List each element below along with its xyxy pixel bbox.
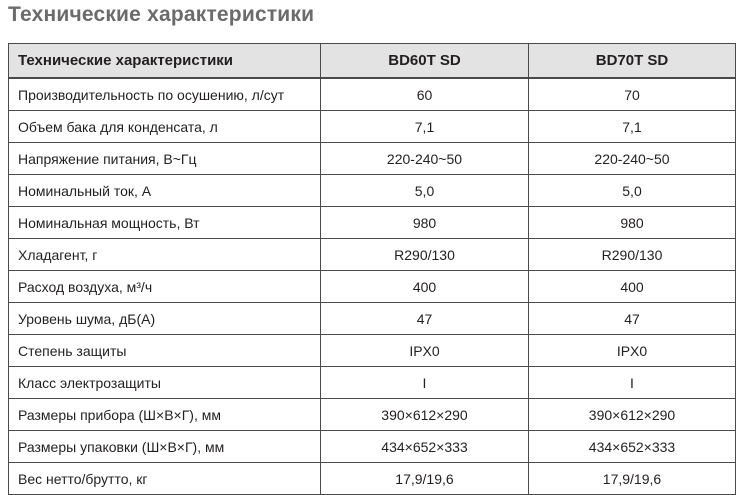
row-value-bd60t: 47 (321, 303, 529, 335)
table-row (9, 431, 736, 463)
row-value-bd70t: 70 (529, 78, 736, 111)
row-value-bd60t: 390×612×290 (321, 399, 529, 431)
row-value-bd60t: 980 (321, 207, 529, 239)
row-param: Напряжение питания, В~Гц (9, 143, 321, 175)
row-value-bd70t: 7,1 (529, 111, 736, 143)
header-row (9, 44, 736, 79)
row-value-bd70t: 980 (529, 207, 736, 239)
row-value-bd60t: 17,9/19,6 (321, 463, 529, 495)
row-value-bd70t: 400 (529, 271, 736, 303)
row-param: Расход воздуха, м³/ч (9, 271, 321, 303)
table-row (9, 111, 736, 143)
row-param: Уровень шума, дБ(А) (9, 303, 321, 335)
row-param: Класс электрозащиты (9, 367, 321, 399)
row-param: Номинальный ток, А (9, 175, 321, 207)
header-model-bd70t: BD70T SD (529, 44, 736, 79)
row-value-bd70t: 5,0 (529, 175, 736, 207)
row-value-bd60t: 434×652×333 (321, 431, 529, 463)
row-value-bd60t: R290/130 (321, 239, 529, 271)
row-param: Размеры прибора (Ш×В×Г), мм (9, 399, 321, 431)
row-value-bd70t: 390×612×290 (529, 399, 736, 431)
row-param: Хладагент, г (9, 239, 321, 271)
row-value-bd60t: 60 (321, 78, 529, 111)
row-value-bd60t: 5,0 (321, 175, 529, 207)
row-value-bd70t: 47 (529, 303, 736, 335)
header-model-bd60t: BD60T SD (321, 44, 529, 79)
table-row (9, 335, 736, 367)
table-row (9, 367, 736, 399)
spec-table-header (9, 44, 736, 79)
row-param: Размеры упаковки (Ш×В×Г), мм (9, 431, 321, 463)
row-value-bd60t: 400 (321, 271, 529, 303)
row-value-bd60t: IPX0 (321, 335, 529, 367)
table-row (9, 303, 736, 335)
table-row (9, 207, 736, 239)
row-value-bd70t: IPX0 (529, 335, 736, 367)
table-row (9, 175, 736, 207)
row-value-bd60t: I (321, 367, 529, 399)
row-value-bd70t: 220-240~50 (529, 143, 736, 175)
row-value-bd70t: 17,9/19,6 (529, 463, 736, 495)
row-value-bd70t: 434×652×333 (529, 431, 736, 463)
row-value-bd60t: 220-240~50 (321, 143, 529, 175)
page-title: Технические характеристики (8, 3, 315, 26)
table-row (9, 399, 736, 431)
spec-table-body (9, 78, 736, 495)
row-value-bd60t: 7,1 (321, 111, 529, 143)
table-row (9, 78, 736, 111)
header-param: Технические характеристики (9, 44, 321, 79)
table-row (9, 271, 736, 303)
table-row (9, 463, 736, 495)
table-row (9, 143, 736, 175)
row-param: Номинальная мощность, Вт (9, 207, 321, 239)
row-param: Производительность по осушению, л/сут (9, 78, 321, 111)
table-row (9, 239, 736, 271)
spec-table (8, 43, 736, 495)
row-param: Объем бака для конденсата, л (9, 111, 321, 143)
row-value-bd70t: R290/130 (529, 239, 736, 271)
row-param: Вес нетто/брутто, кг (9, 463, 321, 495)
row-value-bd70t: I (529, 367, 736, 399)
row-param: Степень защиты (9, 335, 321, 367)
